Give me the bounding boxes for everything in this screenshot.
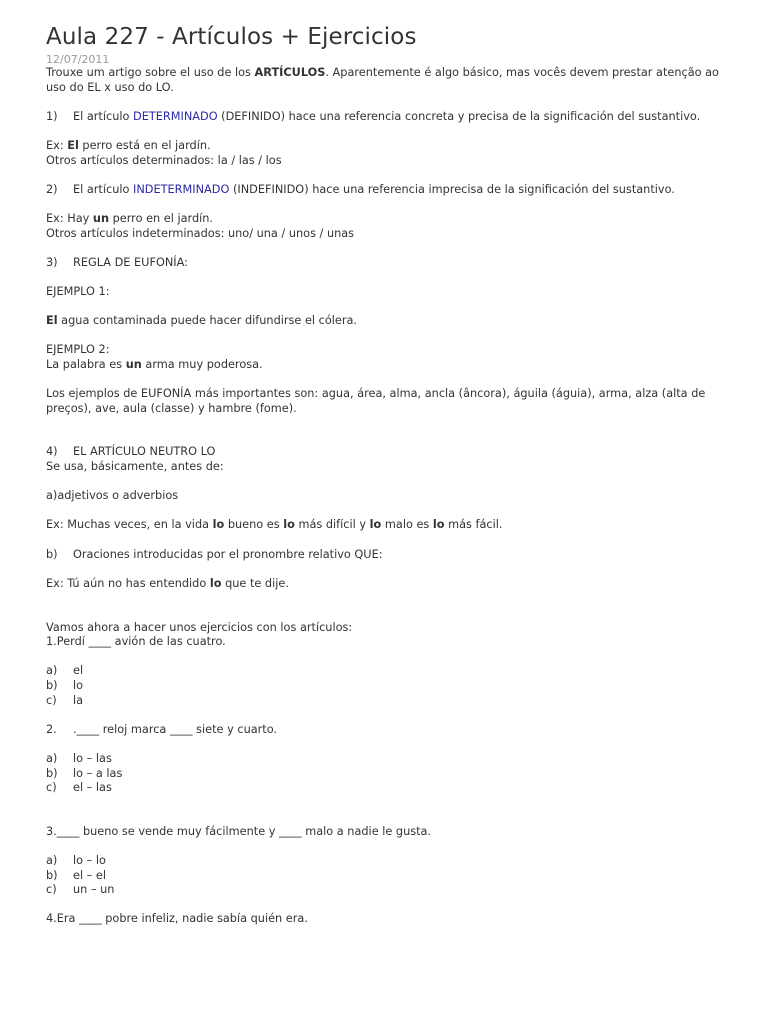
question-3-option-b: b) el – el bbox=[46, 868, 107, 882]
section-2-example: Ex: Hay un perro en el jardín. bbox=[46, 211, 214, 225]
section-4-heading: 4) EL ARTÍCULO NEUTRO LO bbox=[46, 445, 216, 459]
intro-paragraph: Trouxe um artigo sobre el uso de los ARTÍCULOS. Aparentemente é algo básico, mas vocês devem prestar atenção ao uso do EL x uso do LO. bbox=[46, 66, 719, 94]
question-2-option-b: b) lo – a las bbox=[46, 766, 123, 780]
post-date: 12/07/2011 bbox=[46, 53, 110, 66]
question-2-option-c: c) el – las bbox=[46, 781, 112, 795]
question-3-option-c: c) un – un bbox=[46, 883, 115, 897]
section-4-item-a: a)adjetivos o adverbios bbox=[46, 489, 179, 503]
question-3-option-a: a) lo – lo bbox=[46, 854, 106, 868]
question-1: 1.Perdí ____ avión de las cuatro. bbox=[46, 635, 226, 649]
section-4-intro: Se usa, básicamente, antes de: bbox=[46, 460, 224, 474]
section-2-heading: 2) El artículo INDETERMINADO (INDEFINIDO) hace una referencia imprecisa de la significación del sustantivo. bbox=[46, 182, 675, 196]
eufonia-examples: Los ejemplos de EUFONÍA más importantes son: agua, área, alma, ancla (âncora), águila (águia), arma, alza (alta de preços), ave, aula (classe) y hambre (fome). bbox=[46, 387, 706, 415]
section-3-heading: 3) REGLA DE EUFONÍA: bbox=[46, 255, 188, 269]
question-2-option-a: a) lo – las bbox=[46, 751, 112, 765]
section-1-others: Otros artículos determinados: la / las / los bbox=[46, 153, 282, 167]
example-1-text: El agua contaminada puede hacer difundirse el cólera. bbox=[46, 314, 358, 328]
question-1-option-b: b) lo bbox=[46, 678, 84, 692]
section-1-example: Ex: El perro está en el jardín. bbox=[46, 138, 211, 152]
page-title: Aula 227 - Artículos + Ejercicios bbox=[46, 24, 417, 50]
example-2-text: La palabra es un arma muy poderosa. bbox=[46, 357, 263, 371]
section-4-item-b: b) Oraciones introducidas por el pronombre relativo QUE: bbox=[46, 547, 383, 561]
example-1-label: EJEMPLO 1: bbox=[46, 284, 110, 298]
question-1-option-a: a) el bbox=[46, 664, 84, 678]
section-4-example-2: Ex: Tú aún no has entendido lo que te dije. bbox=[46, 576, 289, 590]
exercises-intro: Vamos ahora a hacer unos ejercicios con los artículos: bbox=[46, 620, 353, 634]
question-3: 3.____ bueno se vende muy fácilmente y ____ malo a nadie le gusta. bbox=[46, 824, 432, 838]
section-4-example-1: Ex: Muchas veces, en la vida lo bueno es lo más difícil y lo malo es lo más fácil. bbox=[46, 518, 503, 532]
section-1-heading: 1) El artículo DETERMINADO (DEFINIDO) hace una referencia concreta y precisa de la significación del sustantivo. bbox=[46, 109, 701, 123]
question-4: 4.Era ____ pobre infeliz, nadie sabía quién era. bbox=[46, 912, 308, 926]
section-2-others: Otros artículos indeterminados: uno/ una / unos / unas bbox=[46, 226, 355, 240]
question-1-option-c: c) la bbox=[46, 693, 84, 707]
question-2: 2. .____ reloj marca ____ siete y cuarto. bbox=[46, 722, 278, 736]
example-2-label: EJEMPLO 2: bbox=[46, 343, 110, 357]
document-page bbox=[46, 22, 736, 927]
